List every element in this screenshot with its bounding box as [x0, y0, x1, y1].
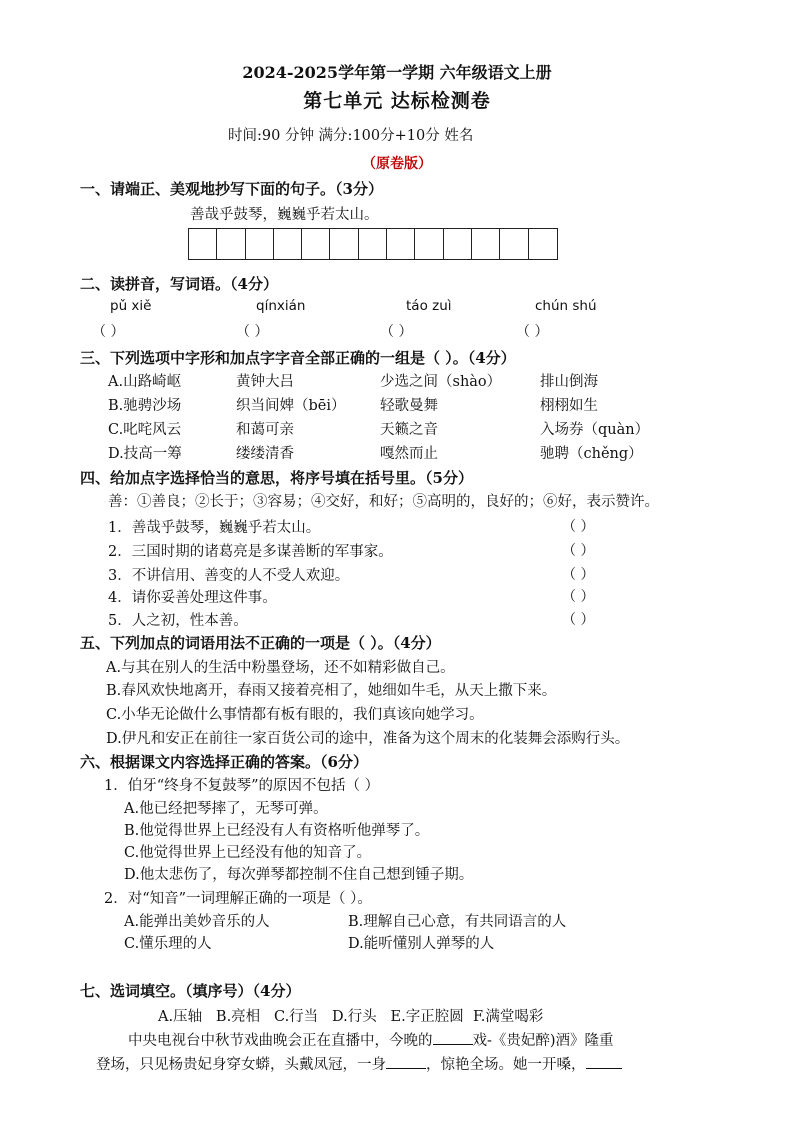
q2-option-d: D.能听懂别人弹琴的人: [348, 936, 495, 952]
answer-paren-4[interactable]: （ ）: [516, 324, 549, 340]
word-choices: A.压轴 B.亮相 C.行当 D.行头 E.字正腔圆 F.满堂喝彩: [158, 1009, 544, 1025]
writing-grid[interactable]: [188, 228, 558, 260]
option-cell: B.驰骋沙场: [108, 398, 182, 414]
section6-heading: 六、根据课文内容选择正确的答案。（6分）: [80, 753, 368, 771]
answer-paren[interactable]: （ ）: [562, 567, 595, 583]
q2-option-c: C.懂乐理的人: [124, 936, 212, 952]
fill-blank[interactable]: [433, 1030, 473, 1045]
pinyin-1: pǔ xiě: [110, 298, 152, 314]
option-cell: 栩栩如生: [540, 398, 598, 414]
grid-cell[interactable]: [246, 229, 274, 259]
fill-blank[interactable]: [386, 1054, 426, 1069]
passage-text: 登场，只见杨贵妃身穿女蟒，头戴凤冠，一身: [96, 1057, 386, 1073]
pinyin-4: chún shú: [535, 298, 597, 314]
option-c: C.小华无论做什么事情都有板有眼的，我们真该向她学习。: [106, 707, 484, 723]
version-label: （原卷版）: [362, 156, 432, 172]
q1-option-d: D.他太悲伤了，每次弹琴都控制不住自己想到锺子期。: [124, 867, 474, 883]
fill-blank[interactable]: [586, 1054, 622, 1069]
section5-heading: 五、下列加点的词语用法不正确的一项是（ ）。（4分）: [80, 634, 441, 652]
question-item: 5．人之初，性本善。: [108, 613, 248, 629]
passage-line-1: [128, 1029, 614, 1050]
passage-text: ，惊艳全场。她一开嗓，: [426, 1057, 586, 1073]
option-cell: 轻歌曼舞: [380, 398, 438, 414]
option-cell: 少选之间（shào）: [380, 374, 502, 390]
section2-heading: 二、读拼音，写词语。（4分）: [80, 275, 278, 293]
question-item: 2．三国时期的诸葛亮是多谋善断的军事家。: [108, 544, 393, 560]
answer-paren[interactable]: （ ）: [562, 519, 595, 535]
q2-option-b: B.理解自己心意，有共同语言的人: [348, 914, 567, 930]
exam-title-line2: 第七单元 达标检测卷: [303, 90, 491, 112]
option-cell: 天籁之音: [380, 422, 438, 438]
section3-heading: 三、下列选项中字形和加点字字音全部正确的一组是（ ）。（4分）: [80, 349, 516, 367]
option-cell: C.叱咤风云: [108, 422, 182, 438]
grid-cell[interactable]: [500, 229, 528, 259]
grid-cell[interactable]: [415, 229, 443, 259]
grid-cell[interactable]: [444, 229, 472, 259]
grid-cell[interactable]: [387, 229, 415, 259]
option-cell: 排山倒海: [540, 374, 598, 390]
exam-title-line1: 2024-2025学年第一学期 六年级语文上册: [242, 63, 552, 82]
question-1: 1．伯牙“终身不复鼓琴”的原因不包括（ ）: [104, 778, 380, 794]
option-cell: D.技高一筹: [108, 446, 182, 462]
grid-cell[interactable]: [529, 229, 557, 259]
answer-paren-2[interactable]: （ ）: [236, 324, 269, 340]
answer-paren[interactable]: （ ）: [562, 589, 595, 605]
passage-text: 戏-《贵妃醉)酒》隆重: [472, 1033, 614, 1049]
copy-sentence: 善哉乎鼓琴，巍巍乎若太山。: [190, 207, 379, 223]
option-cell: 驰聘（chěng）: [540, 446, 643, 462]
grid-cell[interactable]: [189, 229, 217, 259]
grid-cell[interactable]: [302, 229, 330, 259]
option-cell: 黄钟大吕: [236, 374, 294, 390]
option-cell: A.山路崎岖: [108, 374, 182, 390]
option-d: D.伊凡和安正在前往一家百货公司的途中，准备为这个周末的化装舞会添购行头。: [106, 731, 630, 747]
grid-cell[interactable]: [330, 229, 358, 259]
passage-text: 中央电视台中秋节戏曲晚会正在直播中，今晚的: [128, 1033, 433, 1049]
grid-cell[interactable]: [359, 229, 387, 259]
option-a: A.与其在别人的生活中粉墨登场，还不如精彩做自己。: [106, 660, 455, 676]
answer-paren[interactable]: （ ）: [562, 543, 595, 559]
q1-option-c: C.他觉得世界上已经没有他的知音了。: [124, 845, 372, 861]
q2-option-a: A.能弹出美妙音乐的人: [124, 914, 270, 930]
option-cell: 入场券（quàn）: [540, 422, 650, 438]
q1-option-b: B.他觉得世界上已经没有人有资格听他弹琴了。: [124, 823, 430, 839]
q1-option-a: A.他已经把琴摔了，无琴可弹。: [124, 801, 328, 817]
option-cell: 织当间婢（bēi）: [236, 398, 346, 414]
option-cell: 嘎然而止: [380, 446, 438, 462]
grid-cell[interactable]: [274, 229, 302, 259]
pinyin-2: qínxián: [256, 298, 306, 314]
grid-cell[interactable]: [472, 229, 500, 259]
section7-heading: 七、选词填空。（填序号）（4分）: [80, 982, 301, 1000]
answer-paren-3[interactable]: （ ）: [380, 324, 413, 340]
question-item: 4．请你妥善处理这件事。: [108, 590, 277, 606]
question-2: 2．对“知音”一词理解正确的一项是（ ）。: [104, 891, 372, 907]
question-item: 3．不讲信用、善变的人不受人欢迎。: [108, 568, 350, 584]
section4-heading: 四、给加点字选择恰当的意思，将序号填在括号里。（5分）: [80, 469, 473, 487]
section1-heading: 一、请端正、美观地抄写下面的句子。（3分）: [80, 180, 383, 198]
option-b: B.春风欢快地离开，春雨又接着亮相了，她细如牛毛，从天上撒下来。: [106, 683, 557, 699]
option-cell: 和蔼可亲: [236, 422, 294, 438]
meaning-list: 善：①善良；②长于；③容易；④交好，和好；⑤高明的，良好的；⑥好，表示赞许。: [108, 494, 659, 510]
answer-paren[interactable]: （ ）: [562, 612, 595, 628]
passage-line-2: [96, 1053, 622, 1074]
pinyin-3: táo zuì: [406, 298, 452, 314]
grid-cell[interactable]: [217, 229, 245, 259]
option-cell: 缕缕清香: [236, 446, 294, 462]
exam-info: 时间:90 分钟 满分:100分+10分 姓名: [228, 128, 474, 144]
answer-paren-1[interactable]: （ ）: [92, 324, 125, 340]
question-item: 1．善哉乎鼓琴，巍巍乎若太山。: [108, 520, 321, 536]
